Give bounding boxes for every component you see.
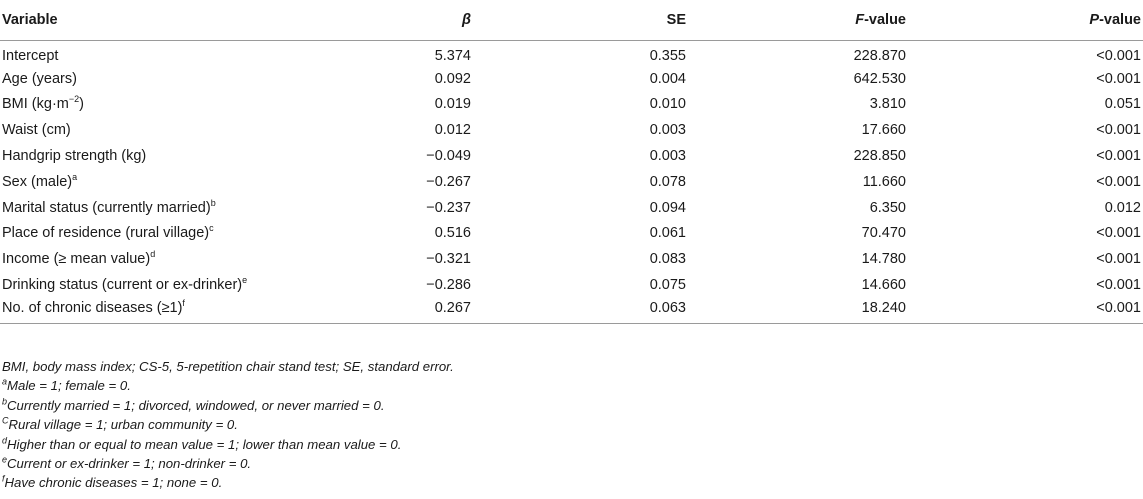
footnote-text: Currently married = 1; divorced, windowed, or never married = 0.: [7, 397, 385, 413]
footnote-marker: f: [2, 474, 5, 485]
cell-f-value-text: 6.350: [869, 199, 906, 216]
cell-p-value-text: <0.001: [1096, 70, 1141, 87]
cell-variable: [0, 117, 330, 143]
cell-beta: [330, 298, 475, 324]
cell-variable: [0, 272, 330, 298]
cell-f-value: [690, 66, 910, 92]
cell-se: [475, 298, 690, 324]
cell-f-value-text: 14.780: [861, 251, 906, 268]
cell-se: [475, 221, 690, 247]
footnote-marker: b: [210, 197, 216, 208]
cell-variable-text: No. of chronic diseases (≥1): [2, 299, 183, 316]
cell-variable-text: Waist (cm): [2, 122, 71, 139]
cell-beta-text: −0.237: [426, 199, 471, 216]
header-p-italic: P: [1089, 11, 1100, 28]
table-row: [0, 92, 1143, 118]
cell-se: [475, 92, 690, 118]
cell-f-value: [690, 117, 910, 143]
footnote-line: [2, 415, 454, 434]
footnote-marker: d: [2, 435, 8, 446]
cell-p-value: [910, 246, 1143, 272]
cell-variable: [0, 298, 330, 324]
cell-f-value-text: 17.660: [861, 122, 906, 139]
table-row: [0, 40, 1143, 66]
cell-se-text: 0.078: [649, 173, 686, 190]
cell-variable-text: BMI $(kg\cdot m^{-2})$: [2, 94, 84, 113]
cell-se: [475, 143, 690, 169]
cell-se-text: 0.061: [649, 225, 686, 242]
cell-se: [475, 246, 690, 272]
cell-beta-text: 0.012: [434, 122, 471, 139]
table-row: [0, 169, 1143, 195]
cell-p-value-text: 0.051: [1104, 96, 1141, 113]
cell-beta: [330, 117, 475, 143]
cell-p-value: [910, 143, 1143, 169]
cell-f-value: [690, 298, 910, 324]
footnote-text: BMI, body mass index; CS-5, 5-repetition chair stand test; SE, standard error.: [2, 359, 454, 374]
cell-se-text: 0.094: [649, 199, 686, 216]
cell-se-text: 0.004: [649, 70, 686, 87]
cell-variable: [0, 92, 330, 118]
cell-f-value: [690, 169, 910, 195]
cell-beta: [330, 92, 475, 118]
header-beta-symbol: β: [462, 11, 471, 28]
cell-beta-text: 5.374: [434, 48, 471, 65]
table-row: [0, 117, 1143, 143]
cell-f-value-text: 14.660: [861, 277, 906, 294]
footnote-line: [2, 396, 454, 415]
cell-variable-text: Income (≥ mean value): [2, 251, 151, 268]
table-row: [0, 246, 1143, 272]
unit-exponent: −2: [68, 94, 80, 105]
footnote-marker: a: [2, 377, 8, 388]
cell-se: [475, 195, 690, 221]
cell-f-value-text: 228.850: [853, 148, 906, 165]
cell-p-value-text: <0.001: [1096, 299, 1141, 316]
cell-p-value-text: <0.001: [1096, 277, 1141, 294]
table-row: [0, 195, 1143, 221]
cell-variable: [0, 169, 330, 195]
footnote-marker: c: [209, 223, 214, 234]
header-p-rest: -value: [1099, 11, 1141, 28]
cell-variable-text: Sex (male): [2, 173, 73, 190]
cell-p-value: [910, 272, 1143, 298]
header-se: SE: [475, 0, 690, 40]
header-p-value: [910, 0, 1143, 40]
footnote-marker: C: [2, 415, 9, 426]
table-row: [0, 66, 1143, 92]
cell-beta-text: 0.092: [434, 70, 471, 87]
cell-variable: [0, 40, 330, 66]
footnote-marker: f: [182, 297, 185, 308]
cell-se-text: 0.003: [649, 148, 686, 165]
cell-beta-text: 0.267: [434, 299, 471, 316]
cell-p-value-text: <0.001: [1096, 225, 1141, 242]
cell-variable: [0, 195, 330, 221]
cell-variable-text: Handgrip strength (kg): [2, 148, 147, 165]
cell-p-value-text: 0.012: [1104, 199, 1141, 216]
cell-p-value: [910, 195, 1143, 221]
cell-variable: [0, 221, 330, 247]
cell-f-value-text: 3.810: [869, 96, 906, 113]
cell-se-text: 0.063: [649, 299, 686, 316]
cell-variable-text: Drinking status (current or ex-drinker): [2, 277, 243, 294]
cell-f-value: [690, 40, 910, 66]
footnote-line: [2, 473, 454, 492]
cell-p-value: [910, 117, 1143, 143]
cell-f-value-text: 70.470: [861, 225, 906, 242]
header-f-rest: -value: [864, 11, 906, 28]
cell-f-value: [690, 272, 910, 298]
header-variable: Variable: [0, 0, 330, 40]
cell-p-value: [910, 221, 1143, 247]
cell-p-value: [910, 298, 1143, 324]
cell-beta: [330, 195, 475, 221]
cell-variable-text: Age (years): [2, 70, 77, 87]
cell-se: [475, 40, 690, 66]
table-header-row: [0, 0, 1143, 40]
cell-beta: [330, 40, 475, 66]
header-f-italic: F: [855, 11, 865, 28]
cell-beta: [330, 66, 475, 92]
cell-beta-text: 0.019: [434, 96, 471, 113]
cell-p-value: [910, 92, 1143, 118]
cell-se-text: 0.003: [649, 122, 686, 139]
cell-p-value: [910, 66, 1143, 92]
cell-variable-text: Marital status (currently married): [2, 199, 211, 216]
footnote-text: Male = 1; female = 0.: [7, 378, 131, 394]
cell-beta-text: 0.516: [434, 225, 471, 242]
footnote-line: [2, 376, 454, 395]
table-row: [0, 298, 1143, 324]
footnote-marker: b: [2, 396, 8, 407]
cell-variable-text: Place of residence (rural village): [2, 225, 210, 242]
cell-f-value-text: 642.530: [853, 70, 906, 87]
footnote-line: [2, 357, 454, 376]
cell-f-value: [690, 143, 910, 169]
cell-se: [475, 169, 690, 195]
cell-p-value: [910, 169, 1143, 195]
footnote-marker: d: [150, 249, 156, 260]
footnote-text: Rural village = 1; urban community = 0.: [8, 417, 238, 433]
cell-beta: [330, 221, 475, 247]
footnote-text: Higher than or equal to mean value = 1; lower than mean value = 0.: [7, 436, 402, 452]
table-body: [0, 40, 1143, 324]
cell-se-text: 0.075: [649, 277, 686, 294]
cell-f-value-text: 228.870: [853, 48, 906, 65]
cell-p-value-text: <0.001: [1096, 48, 1141, 65]
cell-p-value-text: <0.001: [1096, 251, 1141, 268]
table-row: [0, 143, 1143, 169]
footnote-marker: e: [2, 454, 8, 465]
cell-se: [475, 272, 690, 298]
footnote-marker: a: [72, 172, 78, 183]
cell-beta-text: −0.267: [426, 173, 471, 190]
cell-f-value: [690, 92, 910, 118]
cell-se: [475, 117, 690, 143]
cell-se: [475, 66, 690, 92]
cell-se-text: 0.355: [649, 48, 686, 65]
cell-f-value: [690, 195, 910, 221]
cell-f-value: [690, 221, 910, 247]
footnote-line: [2, 454, 454, 473]
cell-variable: [0, 66, 330, 92]
cell-p-value-text: <0.001: [1096, 122, 1141, 139]
cell-p-value: [910, 40, 1143, 66]
cell-beta-text: −0.321: [426, 251, 471, 268]
cell-variable: [0, 246, 330, 272]
cell-p-value-text: <0.001: [1096, 173, 1141, 190]
cell-f-value-text: 18.240: [861, 299, 906, 316]
table-row: [0, 221, 1143, 247]
cell-beta: [330, 143, 475, 169]
cell-se-text: 0.083: [649, 251, 686, 268]
footnote-marker: e: [242, 275, 248, 286]
cell-beta-text: −0.049: [426, 148, 471, 165]
footnote-text: Current or ex-drinker = 1; non-drinker = 0.: [7, 456, 252, 472]
cell-variable: [0, 143, 330, 169]
footnote-line: [2, 435, 454, 454]
cell-beta: [330, 169, 475, 195]
header-f-value: [690, 0, 910, 40]
cell-f-value-text: 11.660: [862, 173, 906, 190]
cell-beta-text: −0.286: [426, 277, 471, 294]
header-beta: [330, 0, 475, 40]
cell-beta: [330, 272, 475, 298]
cell-p-value-text: <0.001: [1096, 148, 1141, 165]
cell-beta: [330, 246, 475, 272]
cell-se-text: 0.010: [649, 96, 686, 113]
cell-variable-text: Intercept: [2, 48, 59, 65]
table-footnotes: [2, 357, 454, 493]
cell-f-value: [690, 246, 910, 272]
footnote-text: Have chronic diseases = 1; none = 0.: [4, 475, 223, 491]
table-row: [0, 272, 1143, 298]
